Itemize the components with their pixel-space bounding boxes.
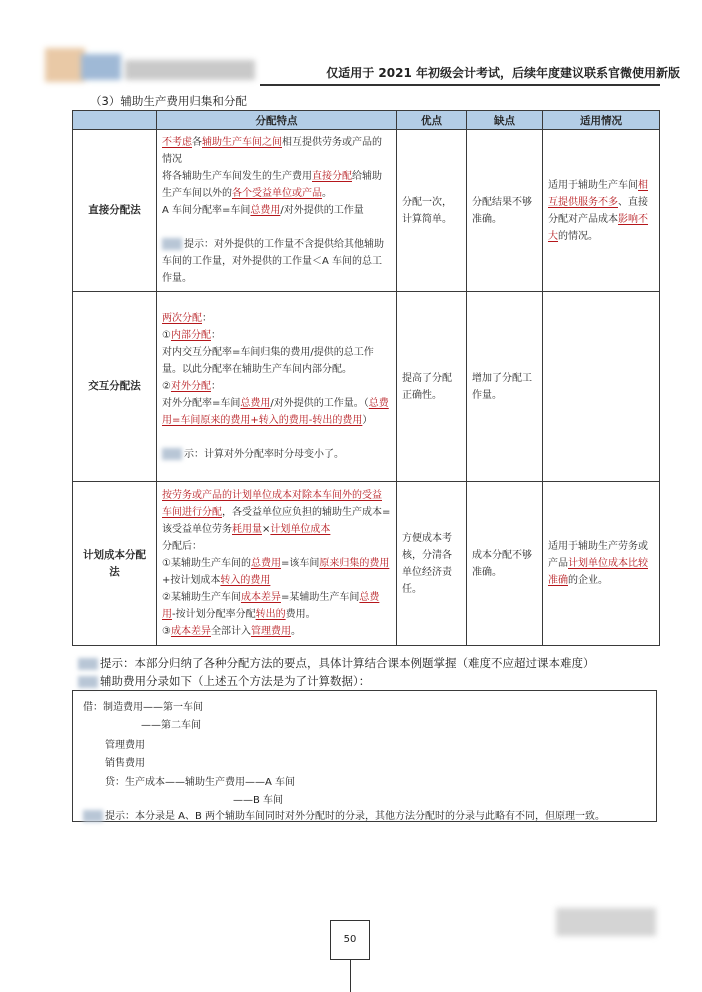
text-segment: /对外提供的工作量。（ — [270, 398, 369, 409]
highlighted-term: 直接分配 — [312, 171, 352, 182]
page-number-stem — [350, 960, 351, 992]
text-segment: 示：计算对外分配率时分母变小了。 — [184, 449, 344, 460]
text-segment: 、直接分配对产品成本 — [548, 196, 648, 225]
entry-line: 贷：生产成本——辅助生产费用——A 车间 — [105, 777, 296, 788]
highlighted-term: 转出的 — [255, 609, 286, 620]
highlighted-term: 影响不大 — [548, 213, 648, 242]
highlighted-term: 计划单位成本比较准确 — [548, 558, 648, 586]
footer-logo-blur — [556, 908, 656, 936]
text-segment: 各 — [192, 137, 202, 148]
method-applicable — [543, 292, 660, 482]
highlighted-term: 转入的费用 — [220, 575, 271, 586]
entry-line: ——第二车间 — [141, 720, 201, 731]
text-segment: 适用于辅助生产劳务或产品 — [548, 541, 648, 569]
blurred-label — [83, 810, 103, 822]
blurred-label — [78, 658, 98, 670]
text-segment: ： — [210, 381, 221, 392]
note-entry-intro-text: 辅助费用分录如下（上述五个方法是为了计算数据）： — [100, 674, 371, 688]
highlighted-term: 总费用 — [250, 558, 281, 569]
highlighted-term: 计划单位成本 — [270, 524, 331, 535]
text-segment: 费用。 — [285, 609, 316, 620]
highlighted-term: 原来归集的费用 — [319, 558, 390, 569]
text-segment: ） — [362, 415, 373, 426]
note-entry-intro — [78, 673, 370, 689]
highlighted-term: 耗用量 — [232, 524, 262, 535]
text-segment: 给辅助生产车间以外的 — [162, 171, 382, 199]
header-features: 分配特点 — [157, 111, 397, 130]
method-pros: 方便成本考核，分清各单位经济责任。 — [397, 482, 467, 646]
header-pros: 优点 — [397, 111, 467, 130]
highlighted-term: 总费用 — [240, 398, 271, 409]
text-segment: -按计划分配率分配 — [172, 609, 256, 620]
method-applicable — [543, 482, 660, 646]
text-segment: /对外提供的工作量 — [280, 205, 364, 216]
text-segment: × — [262, 524, 271, 535]
highlighted-term: 各个受益单位或产品 — [232, 188, 322, 199]
text-segment: 对内交互分配率=车间归集的费用/提供的总工作量。以此分配率在辅助生产车间内部分配。 — [162, 347, 374, 375]
text-segment: ②某辅助生产车间 — [162, 592, 241, 603]
header-logo-blur — [45, 40, 255, 82]
entry-hint — [83, 807, 605, 822]
text-segment: 分配后： — [162, 541, 202, 552]
text-segment: 的企业。 — [568, 575, 608, 586]
method-applicable — [543, 130, 660, 292]
method-cons: 成本分配不够准确。 — [467, 482, 543, 646]
entry-line: ——B 车间 — [233, 795, 284, 806]
text-segment: 的情况。 — [558, 230, 598, 242]
highlighted-term: 按劳务或产品的计划单位成本对除本车间外的受益车间进行分配 — [162, 490, 382, 518]
table-row — [73, 292, 660, 482]
entry-line: 销售费用 — [105, 758, 145, 769]
text-segment: 相互提供劳务或产品的情况 — [162, 137, 382, 165]
header-cons: 缺点 — [467, 111, 543, 130]
method-name: 计划成本分配法 — [73, 482, 157, 646]
text-segment: =某辅助生产车间 — [280, 592, 360, 603]
text-segment: 对外分配率=车间 — [162, 398, 241, 409]
entry-line: 管理费用 — [105, 740, 145, 751]
text-segment: A 车间分配率=车间 — [162, 205, 251, 216]
method-pros: 提高了分配正确性。 — [397, 292, 467, 482]
header-rule — [260, 84, 660, 86]
text-segment: ① — [162, 330, 171, 341]
text-segment: 将各辅助生产车间发生的生产费用 — [162, 171, 312, 182]
method-name: 交互分配法 — [73, 292, 157, 482]
text-segment: 。 — [290, 626, 301, 637]
text-segment: 提示：对外提供的工作量不含提供给其他辅助车间的工作量，对外提供的工作量＜A 车间的总工作量。 — [162, 239, 384, 284]
highlighted-term: 成本差异 — [170, 626, 211, 637]
section-title: （3）辅助生产费用归集和分配 — [90, 94, 247, 108]
method-name: 直接分配法 — [73, 130, 157, 292]
method-features — [157, 482, 397, 646]
text-segment: 。 — [322, 188, 332, 199]
text-segment: +按计划成本 — [162, 575, 221, 586]
highlighted-term: 成本差异 — [240, 592, 281, 603]
method-pros: 分配一次，计算简单。 — [397, 130, 467, 292]
note-hint-text: 提示：本部分归纳了各种分配方法的要点，具体计算结合课本例题掌握（难度不应超过课本难度） — [100, 656, 595, 670]
entry-hint-text: 提示：本分录是 A、B 两个辅助车间同时对外分配时的分录，其他方法分配时的分录与此略有不同，但原理一致。 — [105, 811, 606, 822]
text-segment: 全部计入 — [210, 626, 251, 637]
allocation-table — [72, 110, 660, 646]
note-hint — [78, 655, 595, 671]
blurred-label — [162, 448, 182, 460]
highlighted-term: 辅助生产车间之间 — [202, 137, 282, 148]
highlighted-term: 总费用 — [250, 205, 281, 216]
text-segment: ①某辅助生产车间的 — [162, 558, 251, 569]
table-row — [73, 130, 660, 292]
highlighted-term: 内部分配 — [170, 330, 211, 341]
text-segment: ： — [202, 313, 212, 324]
page-number: 50 — [330, 920, 370, 960]
table-header-row — [73, 111, 660, 130]
highlighted-term: 不考虑 — [162, 137, 192, 148]
method-cons: 分配结果不够准确。 — [467, 130, 543, 292]
header-title: 仅适用于 2021 年初级会计考试，后续年度建议联系官微使用新版 — [326, 66, 680, 80]
entry-line: 借：制造费用——第一车间 — [83, 702, 203, 713]
journal-entry-box — [72, 690, 657, 822]
method-features — [157, 292, 397, 482]
header-empty — [73, 111, 157, 130]
text-segment: =该车间 — [280, 558, 320, 569]
text-segment: 适用于辅助生产车间 — [548, 179, 638, 191]
blurred-label — [78, 676, 98, 688]
text-segment: ，各受益单位应负担的辅助生产成本=该受益单位劳务 — [162, 507, 391, 535]
method-features — [157, 130, 397, 292]
highlighted-term: 总费用 — [162, 592, 380, 620]
text-segment: ： — [210, 330, 221, 341]
blurred-label — [162, 238, 182, 250]
highlighted-term: 对外分配 — [170, 381, 211, 392]
highlighted-term: 两次分配 — [162, 313, 202, 324]
table-row — [73, 482, 660, 646]
method-cons: 增加了分配工作量。 — [467, 292, 543, 482]
highlighted-term: 管理费用 — [250, 626, 291, 637]
highlighted-term: 总费用=车间原来的费用+转入的费用-转出的费用 — [162, 398, 389, 426]
highlighted-term: 相互提供服务不多 — [548, 179, 648, 208]
text-segment: ③ — [162, 626, 171, 637]
header-applicable: 适用情况 — [543, 111, 660, 130]
text-segment: ② — [162, 381, 171, 392]
